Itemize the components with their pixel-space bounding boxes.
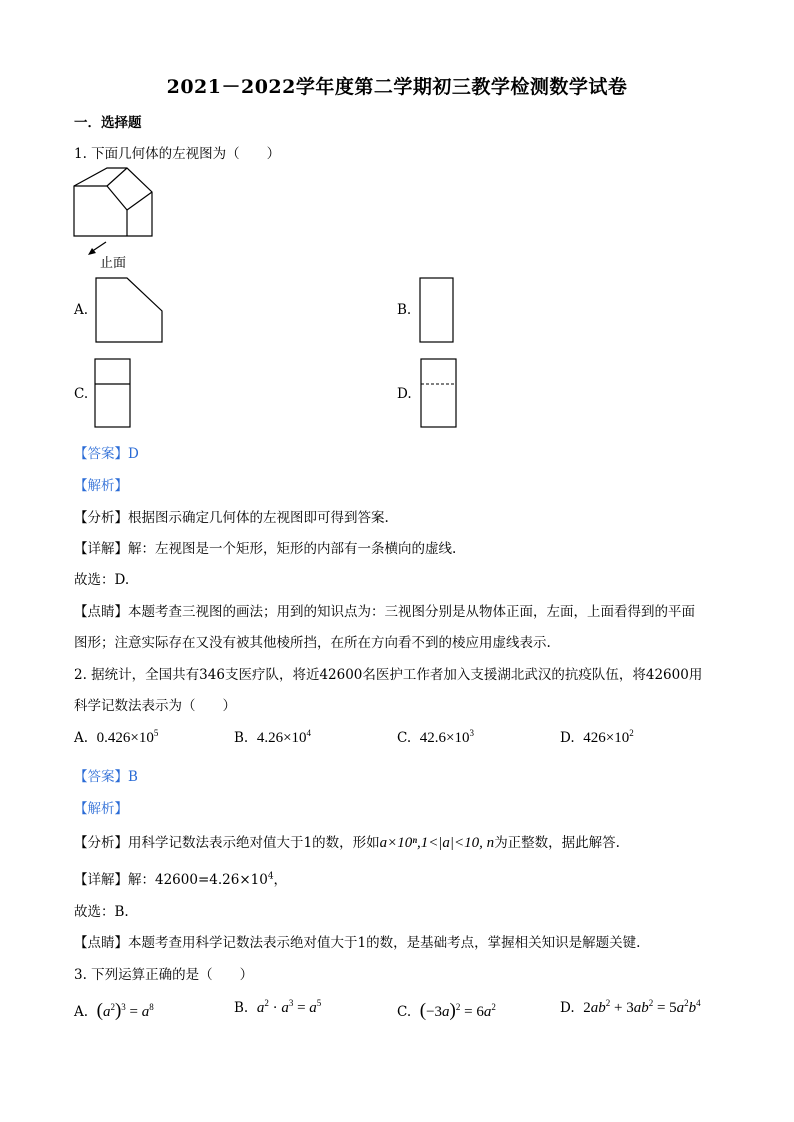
q1-answer: 【答案】D [74, 446, 139, 462]
q2-option-b: B. $4.26\times 10^4$ [234, 728, 312, 746]
q2-dianjing: 【点睛】本题考查用科学记数法表示绝对值大于1的数，是基础考点，掌握相关知识是解题关键. [74, 935, 641, 951]
q1-detail: 【详解】解：左视图是一个矩形，矩形的内部有一条横向的虚线. [74, 541, 457, 557]
front-face [74, 168, 152, 236]
front-label: 止面 [100, 256, 127, 271]
q3-option-d-formula: $2ab^2 + 3ab^2 = 5a^2b^4$ [583, 998, 701, 1016]
q2-answer: 【答案】B [74, 769, 138, 785]
q1-stem: 1. 下面几何体的左视图为（ ） [74, 146, 281, 162]
q1-option-d-label: D. [397, 386, 412, 402]
q3-option-c-formula: $(-3a)^2 = 6a^2$ [419, 1000, 496, 1021]
q1-option-a-figure [95, 277, 165, 343]
q3-option-b-formula: $a^2 \cdot a^3 = a^5$ [256, 998, 322, 1016]
q1-dianjing-line1: 【点睛】本题考查三视图的画法；用到的知识点为：三视图分别是从物体正面，左面，上面看得到的平面 [74, 604, 695, 620]
q3-option-a: A. $(a^2)^3 = a^8$ [74, 1000, 154, 1021]
q2-option-a: A. $0.426\times 10^5$ [74, 728, 159, 746]
q1-analysis-tag: 【解析】 [74, 478, 128, 494]
q2-fenxi: 【分析】用科学记数法表示绝对值大于1的数，形如a×10ⁿ,1<|a|<10, n为正整数，据此解答. [74, 835, 620, 851]
section-heading: 一．选择题 [74, 115, 142, 131]
q1-choose: 故选：D. [74, 572, 130, 588]
q3-option-a-formula: $(a^2)^3 = a^8$ [96, 1000, 154, 1021]
q3-option-c: C. $(-3a)^2 = 6a^2$ [397, 1000, 496, 1021]
q3-option-b: B. $a^2 \cdot a^3 = a^5$ [234, 998, 322, 1016]
q1-option-a-label: A. [74, 302, 89, 318]
q1-option-c-label: C. [74, 386, 89, 402]
q2-option-d: D. $426\times 10^2$ [560, 728, 634, 746]
q1-option-c-figure [94, 358, 132, 430]
q2-detail: 【详解】解：$42600=4.26\times 10^4$， [74, 871, 288, 888]
q1-option-d-figure [420, 358, 458, 430]
page-title: 2021－2022学年度第二学期初三教学检测数学试卷 [166, 76, 628, 98]
q2-stem-line2: 科学记数法表示为（ ） [74, 698, 236, 714]
q1-option-b-label: B. [397, 302, 412, 318]
q1-solid-figure [72, 166, 162, 238]
q1-fenxi: 【分析】根据图示确定几何体的左视图即可得到答案. [74, 510, 389, 526]
q3-stem: 3. 下列运算正确的是（ ） [74, 967, 254, 983]
q1-option-b-figure [419, 277, 455, 343]
q3-option-d: D. $2ab^2 + 3ab^2 = 5a^2b^4$ [560, 998, 701, 1016]
q2-option-c: C. $42.6\times 10^3$ [397, 728, 474, 746]
q2-choose: 故选：B. [74, 904, 129, 920]
q2-analysis-tag: 【解析】 [74, 801, 128, 817]
q2-stem-line1: 2. 据统计，全国共有346支医疗队，将近42600名医护工作者加入支援湖北武汉的抗疫队伍，将42600用 [74, 667, 703, 683]
q1-dianjing-line2: 图形；注意实际存在又没有被其他棱所挡，在所在方向看不到的棱应用虚线表示. [74, 635, 551, 651]
